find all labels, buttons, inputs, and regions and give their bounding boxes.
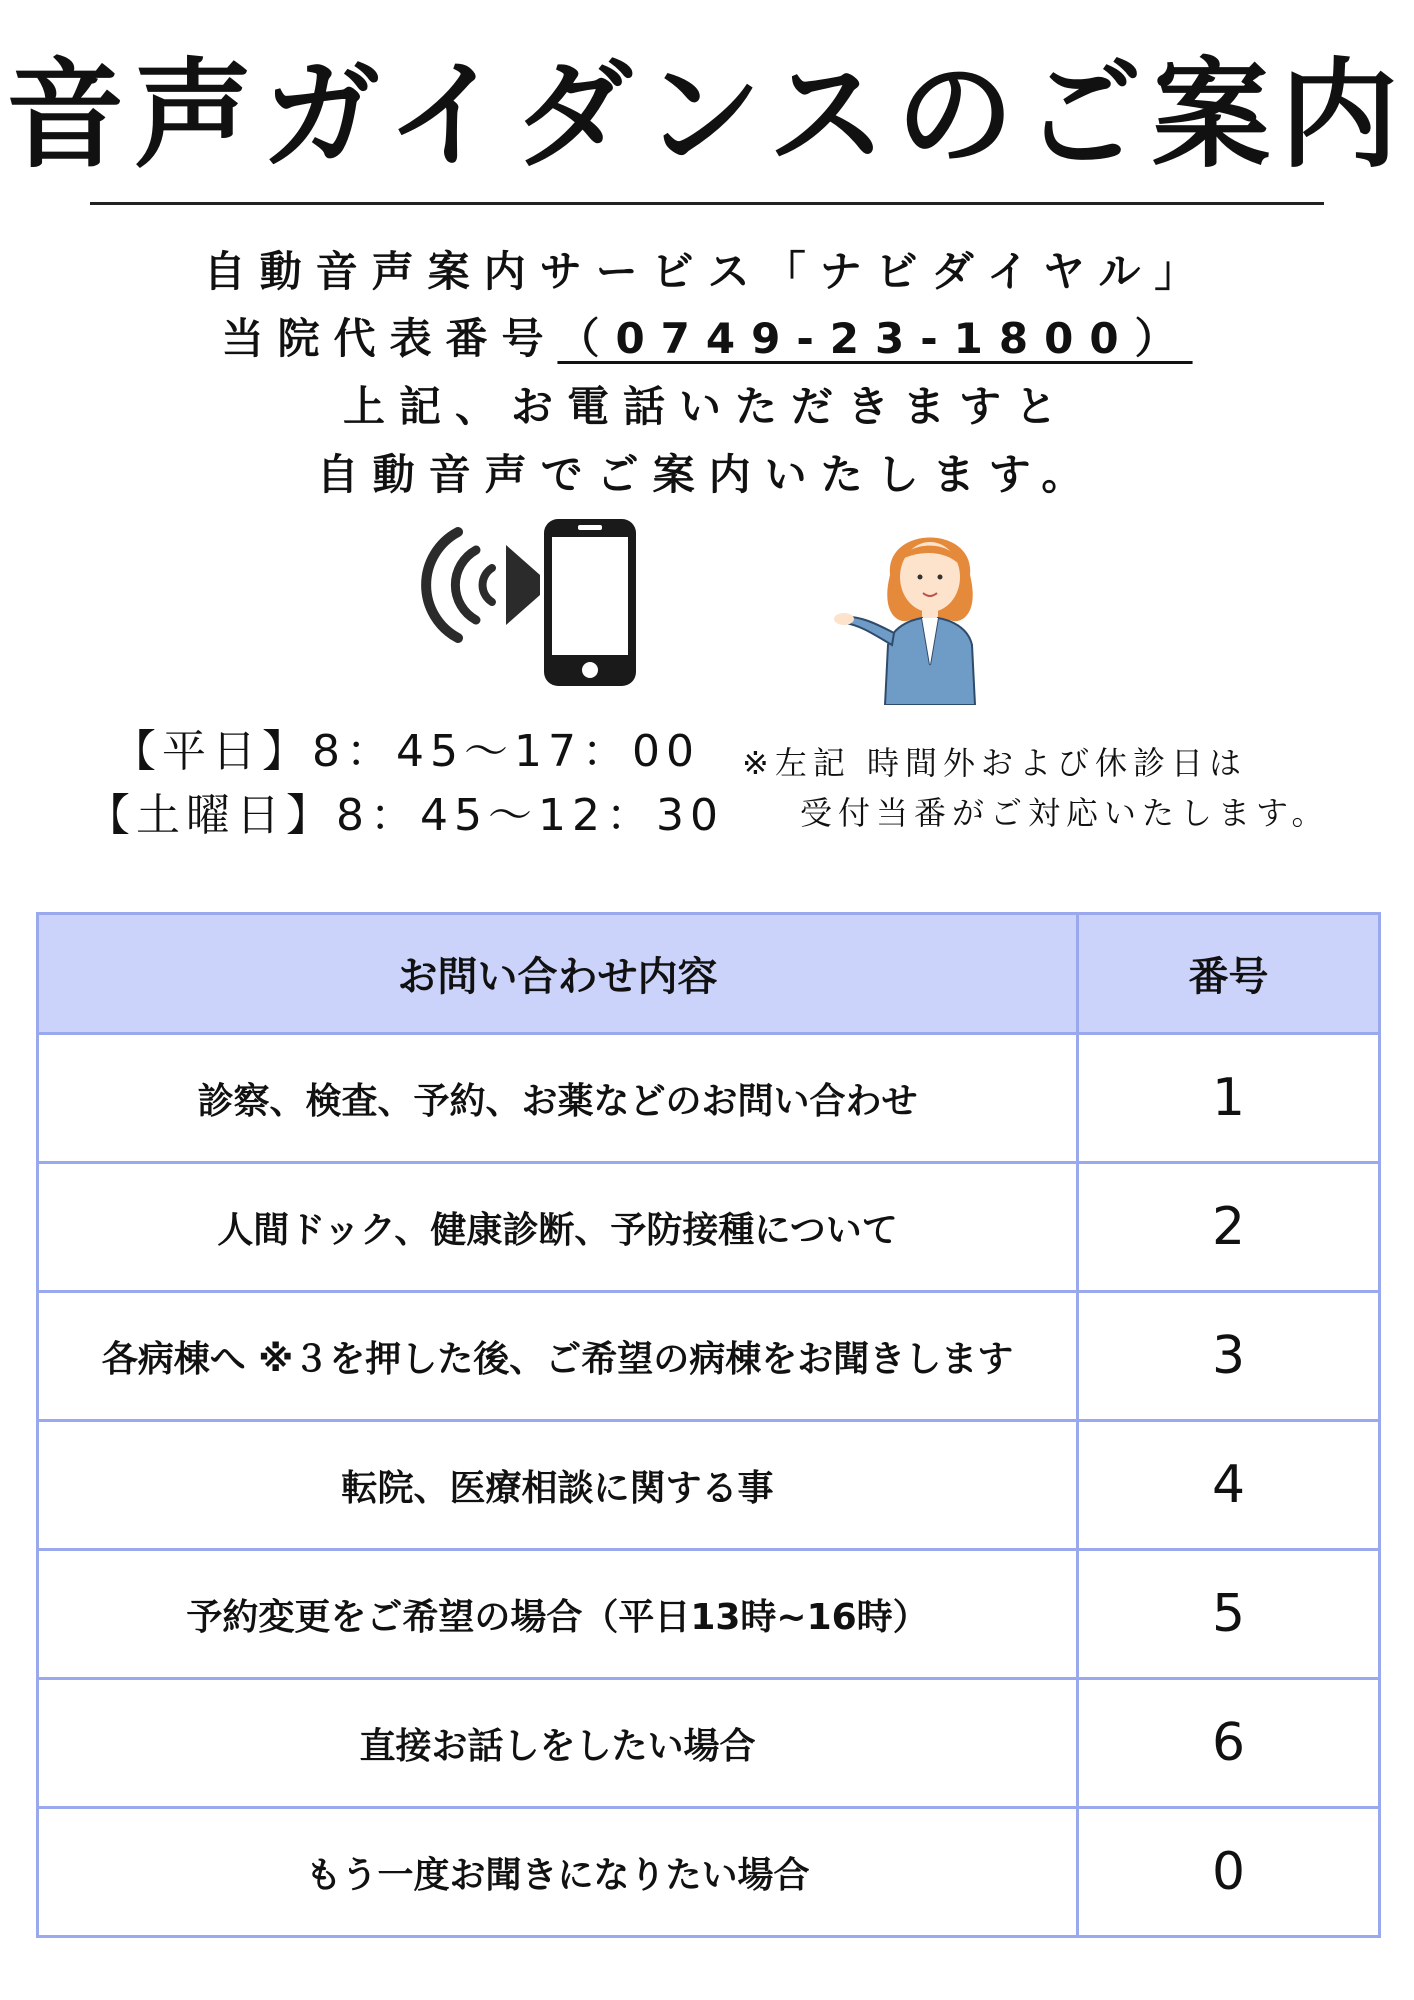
header-inquiry-content: お問い合わせ内容 — [38, 914, 1078, 1034]
table-row — [38, 1550, 1380, 1679]
sound-wave-icon — [420, 520, 540, 650]
row-number: 2 — [1078, 1163, 1380, 1292]
row-number: 5 — [1078, 1550, 1380, 1679]
receptionist-illustration — [830, 505, 1030, 705]
phone-number[interactable]: （0749-23-1800） — [557, 314, 1193, 363]
page-title: 音声ガイダンスのご案内 — [5, 46, 1409, 184]
smartphone-icon — [540, 515, 640, 690]
row-content: もう一度お聞きになりたい場合 — [38, 1808, 1078, 1937]
row-content: 直接お話しをしたい場合 — [38, 1679, 1078, 1808]
row-number: 0 — [1078, 1808, 1380, 1937]
row-content: 転院、医療相談に関する事 — [38, 1421, 1078, 1550]
intro-service-name: 自動音声案内サービス「ナビダイヤル」 — [203, 247, 1211, 296]
table-row — [38, 1679, 1380, 1808]
row-content: 診察、検査、予約、お薬などのお問い合わせ — [38, 1034, 1078, 1163]
table-row — [38, 1292, 1380, 1421]
after-hours-note-line2: 受付当番がご対応いたします。 — [800, 794, 1330, 832]
table-row — [38, 1163, 1380, 1292]
header-number: 番号 — [1078, 914, 1380, 1034]
saturday-hours: 【土曜日】8：45〜12：30 — [86, 790, 724, 841]
guidance-table — [36, 912, 1381, 1938]
row-content: 予約変更をご希望の場合（平日13時~16時） — [38, 1550, 1078, 1679]
table-row — [38, 1808, 1380, 1937]
phone-label: 当院代表番号 — [221, 314, 558, 363]
row-content: 各病棟へ ※３を押した後、ご希望の病棟をお聞きします — [38, 1292, 1078, 1421]
table-row — [38, 1421, 1380, 1550]
row-content: 人間ドック、健康診断、予防接種について — [38, 1163, 1078, 1292]
intro-call-text: 上記、お電話いただきますと — [342, 382, 1071, 431]
row-number: 3 — [1078, 1292, 1380, 1421]
row-number: 6 — [1078, 1679, 1380, 1808]
intro-auto-voice-text: 自動音声でご案内いたします。 — [316, 450, 1098, 499]
title-divider — [90, 202, 1324, 205]
table-header-row — [38, 914, 1380, 1034]
after-hours-note-line1: ※左記 時間外および休診日は — [742, 744, 1247, 782]
row-number: 1 — [1078, 1034, 1380, 1163]
weekday-hours: 【平日】8：45〜17：00 — [112, 726, 700, 777]
intro-phone-line — [0, 305, 1414, 373]
row-number: 4 — [1078, 1421, 1380, 1550]
table-row — [38, 1034, 1380, 1163]
